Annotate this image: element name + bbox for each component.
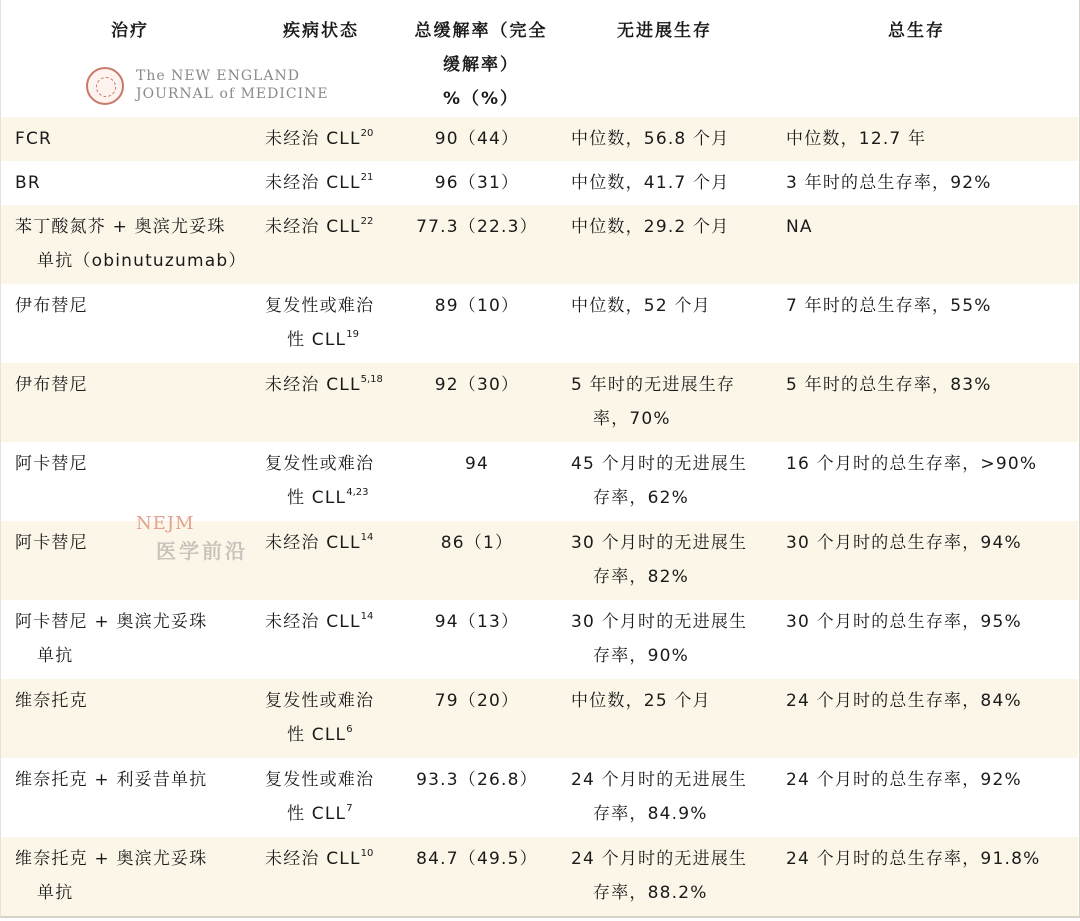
response-cell: 86（1） [440,533,514,553]
response-cell: 94 [464,454,490,474]
pfs-cell: 24 个月时的无进展生 存率，84.9% [571,770,748,824]
status-cell: 复发性或难治 性 CLL$^{4,23}$ [265,454,375,508]
watermark-line-1: NEJM [136,513,195,534]
treatment-cell: BR [15,173,41,193]
pfs-cell: 30 个月时的无进展生 存率，90% [571,612,748,666]
cll-treatment-table [1,0,1078,916]
watermark-line-2: 医学前沿 [156,539,248,563]
pfs-cell: 24 个月时的无进展生 存率，88.2% [571,849,748,903]
response-cell: 90（44） [434,129,520,149]
table-row [1,679,1078,758]
table-row [1,600,1078,679]
treatment-cell: 阿卡替尼 + 奥滨尤妥珠 单抗 [15,612,208,666]
treatment-cell: 维奈托克 + 利妥昔单抗 [15,770,208,790]
status-cell: 复发性或难治 性 CLL$^7$ [265,770,375,824]
status-cell: 未经治 CLL$^{14}$ [265,532,374,553]
response-cell: 89（10） [434,296,520,316]
os-cell: 5 年时的总生存率，83% [786,375,992,395]
response-cell: 94（13） [434,612,520,632]
table-row [1,442,1078,521]
response-cell: 93.3（26.8） [416,770,538,790]
status-cell: 复发性或难治 性 CLL$^6$ [265,691,375,745]
os-cell: 30 个月时的总生存率，94% [786,533,1022,553]
os-cell: 16 个月时的总生存率，>90% [786,454,1038,474]
table-row [1,117,1078,161]
treatment-cell: 阿卡替尼 [15,454,88,474]
header-pfs: 无进展生存 [617,21,712,41]
header-response-rate: 总缓解率（完全缓解率） %（%） [414,21,548,109]
treatment-cell: 维奈托克 [15,691,88,711]
os-cell: 7 年时的总生存率，55% [786,296,992,316]
table-row [1,205,1078,284]
response-cell: 96（31） [434,173,520,193]
table-row [1,837,1078,916]
os-cell: 24 个月时的总生存率，84% [786,691,1022,711]
nejm-seal-icon [86,67,124,105]
status-cell: 复发性或难治 性 CLL$^{19}$ [265,296,375,350]
logo-line-1: The NEW ENGLAND [136,68,300,84]
header-disease-status: 疾病状态 [283,21,359,41]
status-cell: 未经治 CLL$^{10}$ [265,848,374,869]
pfs-cell: 中位数，41.7 个月 [571,173,730,193]
status-cell: 未经治 CLL$^{22}$ [265,216,374,237]
os-cell: 24 个月时的总生存率，91.8% [786,849,1041,869]
table-row [1,363,1078,442]
pfs-cell: 中位数，52 个月 [571,296,711,316]
pfs-cell: 中位数，29.2 个月 [571,217,730,237]
header-treatment: 治疗 [111,21,149,41]
os-cell: 30 个月时的总生存率，95% [786,612,1022,632]
header-os: 总生存 [888,21,945,41]
pfs-cell: 中位数，56.8 个月 [571,129,730,149]
table-row [1,521,1078,600]
treatment-cell: 阿卡替尼 [15,533,88,553]
treatment-cell: 伊布替尼 [15,375,88,395]
pfs-cell: 中位数，25 个月 [571,691,711,711]
table-row [1,161,1078,205]
response-cell: 79（20） [434,691,520,711]
treatment-cell: 伊布替尼 [15,296,88,316]
table-row [1,284,1078,363]
status-cell: 未经治 CLL$^{14}$ [265,611,374,632]
logo-line-2: JOURNAL of MEDICINE [136,86,329,102]
status-cell: 未经治 CLL$^{21}$ [265,172,374,193]
os-cell: 中位数，12.7 年 [786,129,927,149]
response-cell: 92（30） [434,375,520,395]
os-cell: NA [786,217,813,237]
response-cell: 84.7（49.5） [416,849,538,869]
pfs-cell: 5 年时的无进展生存 率，70% [571,375,736,429]
table-row [1,758,1078,837]
status-cell: 未经治 CLL$^{20}$ [265,128,374,149]
nejm-logo [86,67,336,107]
os-cell: 24 个月时的总生存率，92% [786,770,1022,790]
os-cell: 3 年时的总生存率，92% [786,173,992,193]
status-cell: 未经治 CLL$^{5,18}$ [265,374,383,395]
pfs-cell: 30 个月时的无进展生 存率，82% [571,533,748,587]
response-cell: 77.3（22.3） [416,217,538,237]
pfs-cell: 45 个月时的无进展生 存率，62% [571,454,748,508]
treatment-cell: 苯丁酸氮芥 + 奥滨尤妥珠 单抗（obinutuzumab） [15,217,247,271]
treatment-cell: FCR [15,129,53,149]
treatment-cell: 维奈托克 + 奥滨尤妥珠 单抗 [15,849,208,903]
